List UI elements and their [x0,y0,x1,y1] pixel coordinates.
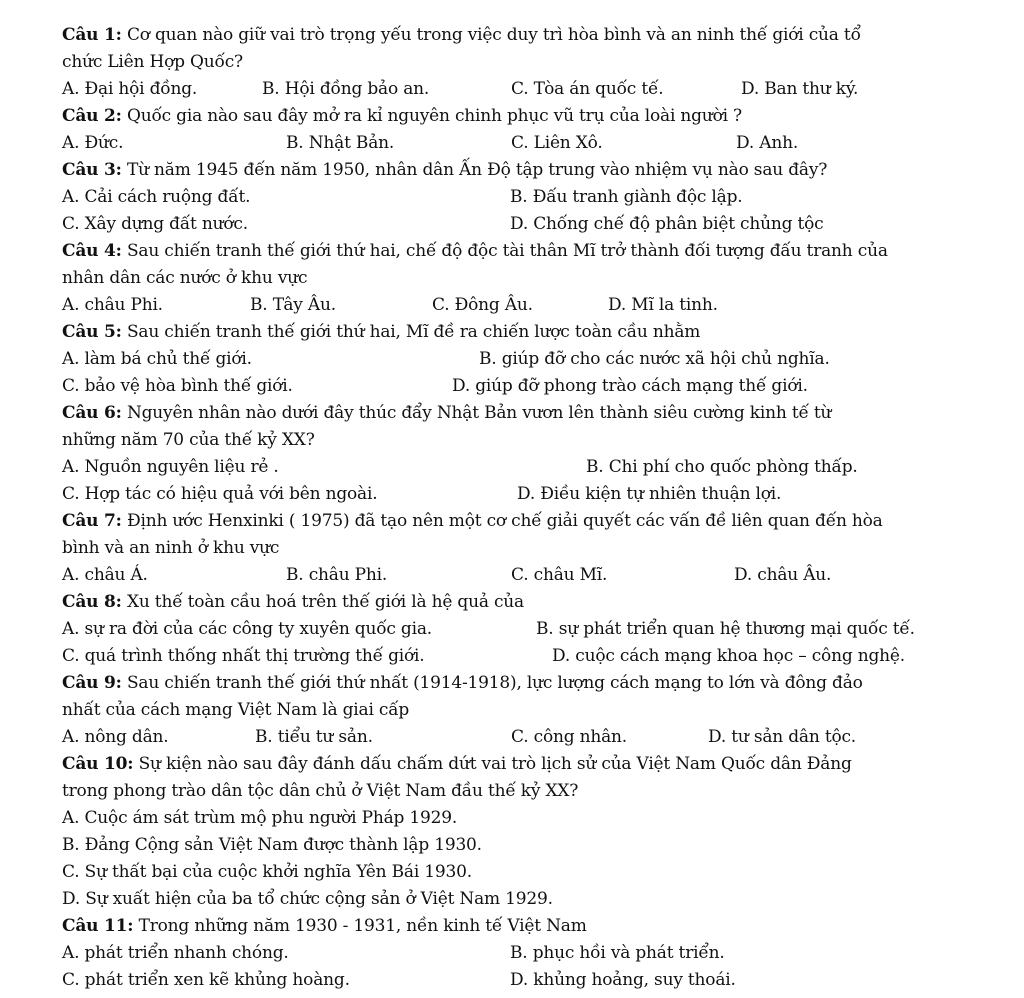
question-3 [62,157,992,184]
option-row [62,130,992,157]
option-row [62,967,992,994]
question-label: Câu 6: [62,403,122,423]
option-c: C. quá trình thống nhất thị trường thế giới. [62,646,425,666]
option-row [62,643,992,670]
option-row [62,562,992,589]
option-c: C. Xây dựng đất nước. [62,214,248,234]
question-label: Câu 10: [62,754,134,774]
question-text: trong phong trào dân tộc dân chủ ở Việt Nam đầu thế kỷ XX? [62,781,579,801]
option-b: B. Đảng Cộng sản Việt Nam được thành lập 1930. [62,835,482,855]
question-text: nhân dân các nước ở khu vực [62,268,308,288]
question-1 [62,22,992,49]
option-a: A. châu Á. [62,565,148,585]
question-label: Câu 11: [62,916,134,936]
option-c: C. châu Mĩ. [511,565,608,585]
option-row [62,292,992,319]
question-6 [62,400,992,427]
option-a: A. châu Phi. [62,295,163,315]
option-a: A. sự ra đời của các công ty xuyên quốc gia. [62,619,432,639]
option-a: A. Đại hội đồng. [62,79,198,99]
question-text: Cơ quan nào giữ vai trò trọng yếu trong việc duy trì hòa bình và an ninh thế giới của tổ [126,25,861,45]
option-d: D. Chống chế độ phân biệt chủng tộc [510,214,824,234]
option-d: D. Mĩ la tinh. [608,295,718,315]
question-label: Câu 2: [62,106,122,126]
option-a: A. làm bá chủ thế giới. [62,349,252,369]
question-text: Nguyên nhân nào dưới đây thúc đẩy Nhật Bản vươn lên thành siêu cường kinh tế từ [126,403,832,423]
question-text-cont [62,427,992,454]
option-row [62,940,992,967]
exam-document [62,22,992,994]
option-a: A. Cải cách ruộng đất. [62,187,251,207]
option-row [62,184,992,211]
question-text: bình và an ninh ở khu vực [62,538,280,558]
question-text-cont [62,697,992,724]
question-text: chức Liên Hợp Quốc? [62,52,243,72]
option-b: B. giúp đỡ cho các nước xã hội chủ nghĩa. [479,349,830,369]
question-8 [62,589,992,616]
question-10 [62,751,992,778]
option-c: C. Liên Xô. [511,133,603,153]
option-d: D. Anh. [736,133,799,153]
question-9 [62,670,992,697]
question-7 [62,508,992,535]
question-text-cont [62,778,992,805]
question-text: Xu thế toàn cầu hoá trên thế giới là hệ quả của [126,592,524,612]
option-c: C. Đông Âu. [432,295,533,315]
question-4 [62,238,992,265]
question-label: Câu 3: [62,160,122,180]
option-b: B. Nhật Bản. [286,133,395,153]
option-row [62,481,992,508]
question-label: Câu 4: [62,241,122,261]
option-b: B. Tây Âu. [250,295,336,315]
question-label: Câu 7: [62,511,122,531]
question-text: Từ năm 1945 đến năm 1950, nhân dân Ấn Độ tập trung vào nhiệm vụ nào sau đây? [126,160,828,180]
option-b: B. Hội đồng bảo an. [262,79,430,99]
question-text: Sau chiến tranh thế giới thứ nhất (1914-1918), lực lượng cách mạng to lớn và đông đảo [126,673,863,693]
question-5 [62,319,992,346]
question-text: Định ước Henxinki ( 1975) đã tạo nên một cơ chế giải quyết các vấn đề liên quan đến hòa [126,511,883,531]
question-11 [62,913,992,940]
option-b: B. sự phát triển quan hệ thương mại quốc tế. [536,619,915,639]
option-d: D. khủng hoảng, suy thoái. [510,970,736,990]
option-d: D. giúp đỡ phong trào cách mạng thế giới. [452,376,808,396]
option-d: D. châu Âu. [734,565,832,585]
option-d: D. Ban thư ký. [741,79,859,99]
option-b: B. tiểu tư sản. [255,727,373,747]
option-row [62,454,992,481]
option-c: C. Hợp tác có hiệu quả với bên ngoài. [62,484,378,504]
question-text-cont [62,49,992,76]
question-text-cont [62,535,992,562]
option-row [62,373,992,400]
option-c: C. bảo vệ hòa bình thế giới. [62,376,293,396]
question-text: Sau chiến tranh thế giới thứ hai, Mĩ đề ra chiến lược toàn cầu nhằm [126,322,701,342]
option-a: A. phát triển nhanh chóng. [62,943,289,963]
question-text-cont [62,265,992,292]
option-row [62,616,992,643]
question-text: nhất của cách mạng Việt Nam là giai cấp [62,700,410,720]
option-c: C. công nhân. [511,727,628,747]
option-row [62,211,992,238]
option-d: D. tư sản dân tộc. [708,727,857,747]
option-c: C. Sự thất bại của cuộc khởi nghĩa Yên Bái 1930. [62,862,472,882]
option-row [62,346,992,373]
option-b: B. Đấu tranh giành độc lập. [510,187,743,207]
question-text: Quốc gia nào sau đây mở ra kỉ nguyên chinh phục vũ trụ của loài người ? [126,106,742,126]
option-row [62,76,992,103]
option-row [62,724,992,751]
question-2 [62,103,992,130]
question-text: Trong những năm 1930 - 1931, nền kinh tế Việt Nam [138,916,587,936]
option-b: B. phục hồi và phát triển. [510,943,725,963]
option-c: C. Tòa án quốc tế. [511,79,664,99]
question-label: Câu 5: [62,322,122,342]
question-text: Sự kiện nào sau đây đánh dấu chấm dứt vai trò lịch sử của Việt Nam Quốc dân Đảng [138,754,852,774]
question-label: Câu 1: [62,25,122,45]
question-label: Câu 9: [62,673,122,693]
option-a: A. Nguồn nguyên liệu rẻ . [62,457,279,477]
question-text: những năm 70 của thế kỷ XX? [62,430,315,450]
option-c: C. phát triển xen kẽ khủng hoàng. [62,970,350,990]
option-b: B. Chi phí cho quốc phòng thấp. [586,457,858,477]
option-a: A. nông dân. [62,727,169,747]
option-d: D. cuộc cách mạng khoa học – công nghệ. [552,646,905,666]
option-a: A. Cuộc ám sát trùm mộ phu người Pháp 1929. [62,808,458,828]
option-d: D. Điều kiện tự nhiên thuận lợi. [517,484,782,504]
option-a: A. Đức. [62,133,124,153]
option-b: B. châu Phi. [286,565,388,585]
question-text: Sau chiến tranh thế giới thứ hai, chế độ độc tài thân Mĩ trở thành đối tượng đấu tranh của [126,241,888,261]
option-d: D. Sự xuất hiện của ba tổ chức cộng sản ở Việt Nam 1929. [62,889,553,909]
question-label: Câu 8: [62,592,122,612]
